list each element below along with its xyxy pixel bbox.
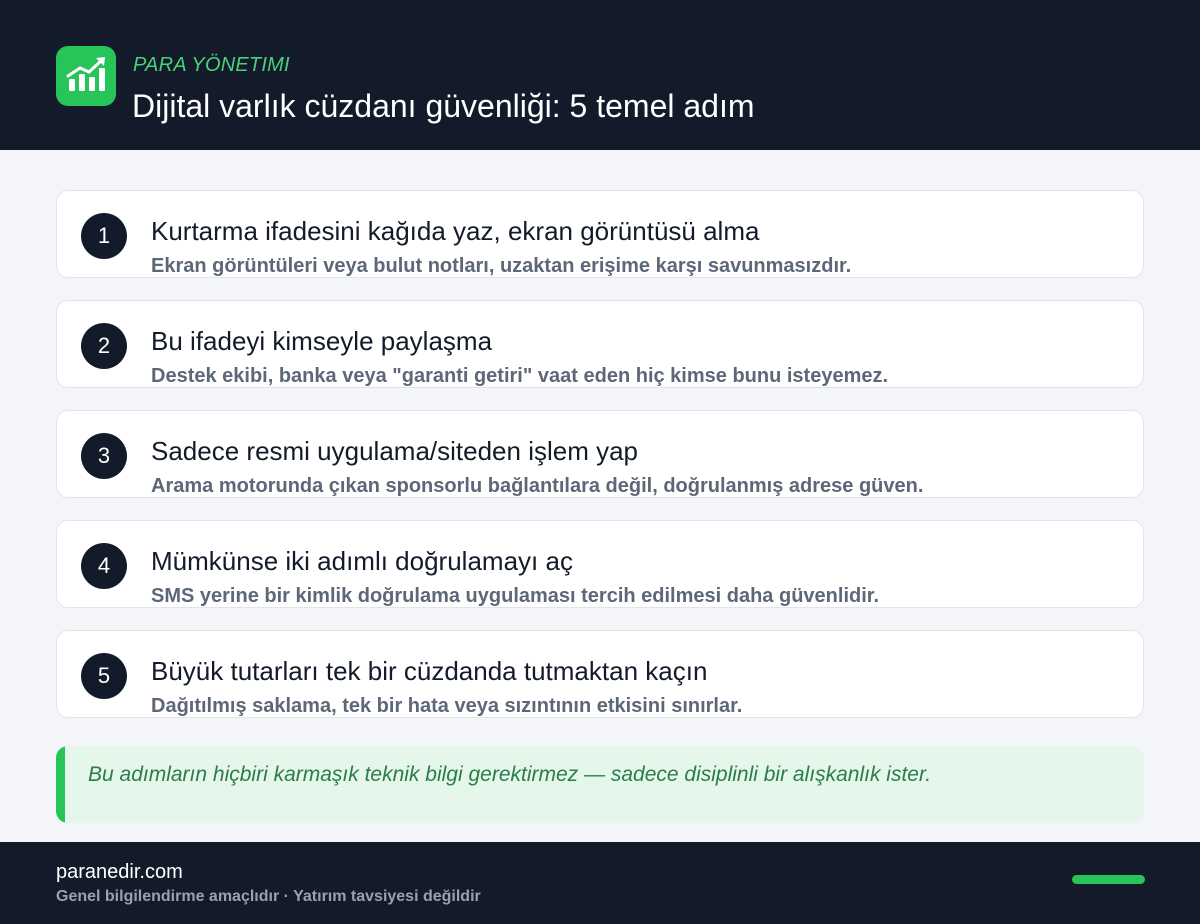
disclaimer: Genel bilgilendirme amaçlıdır · Yatırım tavsiyesi değildir [56,888,481,905]
step-card-1 [56,190,1144,278]
step-number-badge: 5 [81,653,127,699]
step-title: Sadece resmi uygulama/siteden işlem yap [151,436,639,466]
growth-chart-icon [56,46,116,106]
footer-accent-bar [1072,875,1145,884]
note-accent-bar [56,746,65,823]
step-card-5 [56,630,1144,718]
category-label: PARA YÖNETIMI [133,54,290,76]
step-title: Büyük tutarları tek bir cüzdanda tutmaktan kaçın [151,656,708,686]
step-number-badge: 1 [81,213,127,259]
step-title: Kurtarma ifadesini kağıda yaz, ekran görüntüsü alma [151,216,760,246]
step-card-4 [56,520,1144,608]
step-title: Bu ifadeyi kimseyle paylaşma [151,326,493,356]
site-name: paranedir.com [56,861,183,883]
footer [0,842,1200,924]
step-description: SMS yerine bir kimlik doğrulama uygulaması tercih edilmesi daha güvenlidir. [151,585,880,607]
step-number-badge: 2 [81,323,127,369]
step-number-badge: 4 [81,543,127,589]
info-note [56,746,1144,823]
header [0,0,1200,150]
step-description: Arama motorunda çıkan sponsorlu bağlantılara değil, doğrulanmış adrese güven. [151,475,924,497]
step-number-badge: 3 [81,433,127,479]
note-text: Bu adımların hiçbiri karmaşık teknik bilgi gerektirmez — sadece disiplinli bir alışkanlık ister. [88,763,932,786]
step-description: Dağıtılmış saklama, tek bir hata veya sızıntının etkisini sınırlar. [151,695,743,717]
step-card-2 [56,300,1144,388]
step-card-3 [56,410,1144,498]
step-description: Ekran görüntüleri veya bulut notları, uzaktan erişime karşı savunmasızdır. [151,255,852,277]
step-title: Mümkünse iki adımlı doğrulamayı aç [151,546,573,576]
step-description: Destek ekibi, banka veya "garanti getiri" vaat eden hiç kimse bunu isteyemez. [151,365,889,387]
page-title: Dijital varlık cüzdanı güvenliği: 5 temel adım [132,88,755,124]
